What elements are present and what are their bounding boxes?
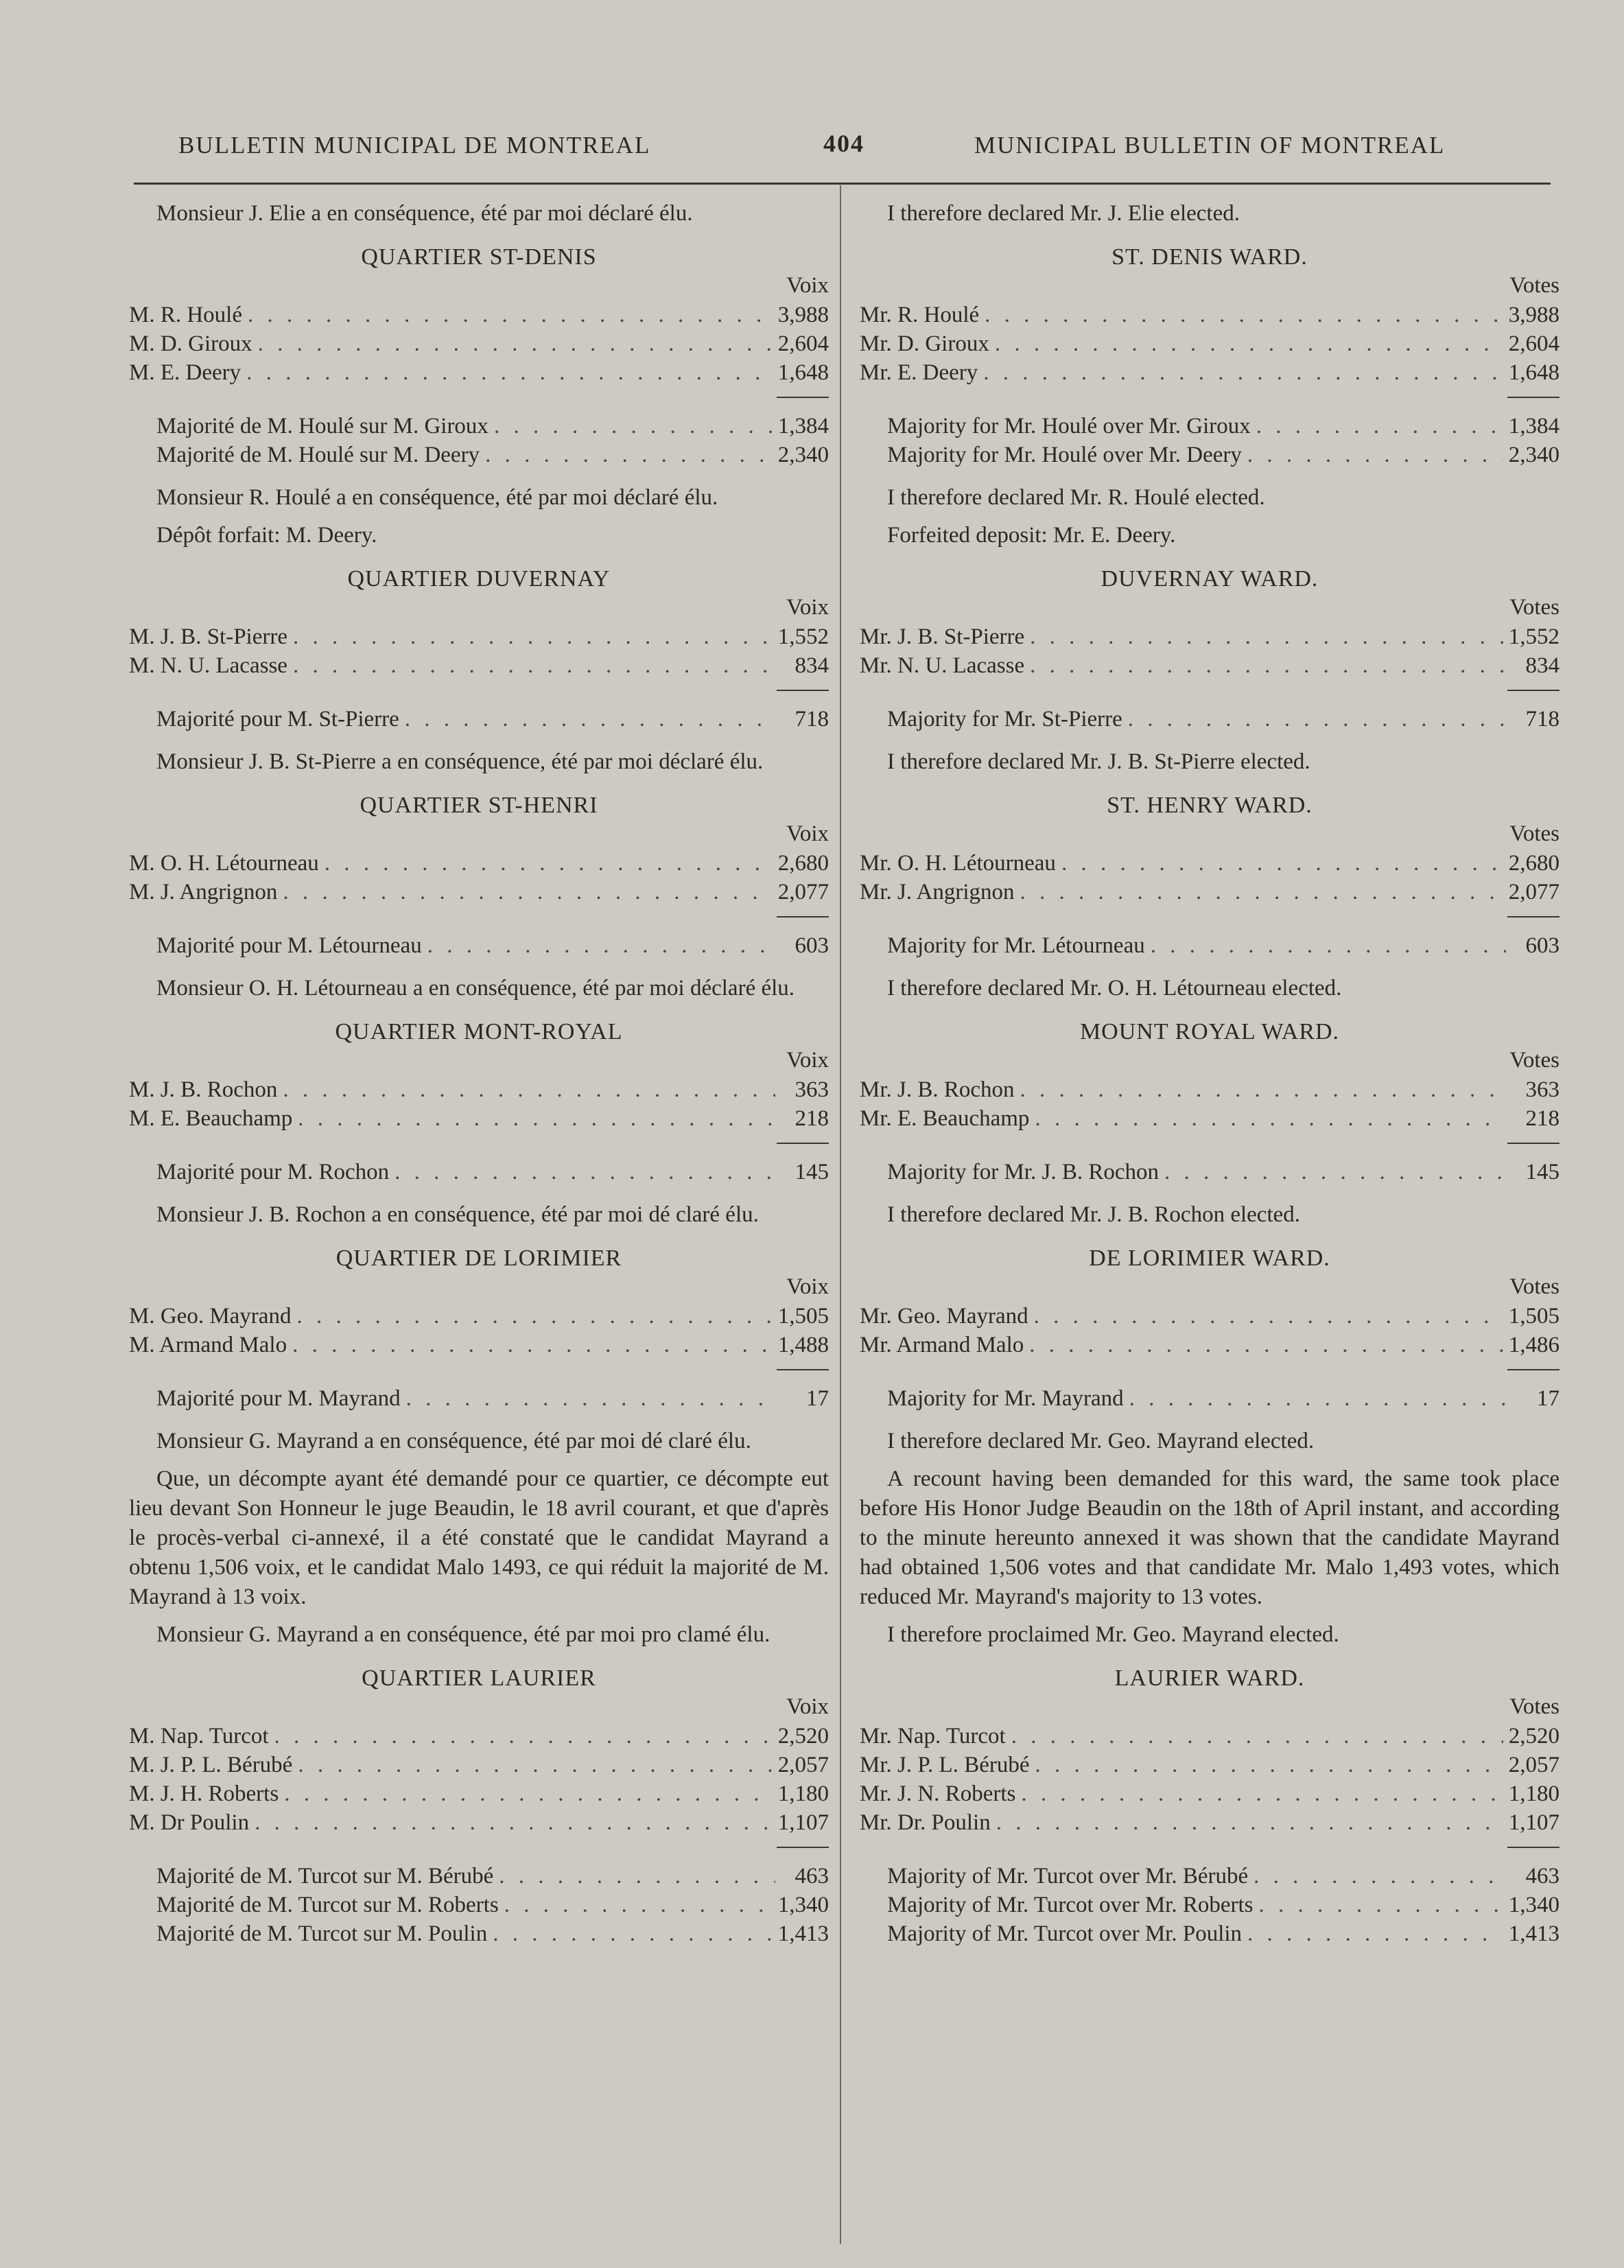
votes-header: Voix: [786, 595, 829, 620]
majority-row: [129, 1384, 829, 1413]
candidate-name: M. J. P. L. Bérubé: [129, 1753, 293, 1777]
candidate-name: M. J. H. Roberts: [129, 1781, 279, 1806]
candidate-row: [129, 622, 829, 651]
majority-label: Majorité pour M. Mayrand: [156, 1386, 401, 1411]
candidate-name: Mr. Dr. Poulin: [860, 1810, 991, 1835]
candidate-row: [860, 1075, 1560, 1104]
candidate-name: M. R. Houlé: [129, 303, 242, 327]
votes-header: Voix: [786, 273, 829, 298]
ward-title: LAURIER WARD.: [1114, 1665, 1305, 1691]
majority-value: 718: [795, 707, 829, 732]
candidate-votes: 3,988: [777, 303, 829, 327]
dot-leader: [395, 1158, 775, 1186]
ward-title: MOUNT ROYAL WARD.: [1079, 1019, 1340, 1044]
candidate-name: M. Dr Poulin: [129, 1810, 250, 1835]
candidate-row: [860, 1808, 1560, 1837]
candidate-name: M. E. Deery: [129, 360, 242, 385]
majority-label: Majority for Mr. Létourneau: [887, 933, 1145, 958]
votes-header: Votes: [1509, 273, 1560, 298]
ward-title: QUARTIER ST-HENRI: [360, 793, 598, 818]
majority-value: 1,340: [1508, 1893, 1560, 1917]
dot-leader: [293, 651, 775, 680]
dot-leader: [1254, 1862, 1506, 1891]
candidate-name: Mr. E. Deery: [860, 360, 978, 385]
dot-leader: [325, 849, 773, 878]
majority-value: 17: [806, 1386, 829, 1411]
sum-rule: [1507, 916, 1560, 917]
header-title-french: BULLETIN MUNICIPAL DE MONTREAL: [178, 132, 651, 159]
candidate-votes: 2,520: [1508, 1724, 1560, 1749]
ward-title: QUARTIER DE LORIMIER: [336, 1246, 622, 1271]
candidate-row: [129, 1075, 829, 1104]
candidate-row: [129, 1722, 829, 1751]
majority-row: [860, 1384, 1560, 1413]
majority-row: [860, 705, 1560, 734]
majority-label: Majority for Mr. Mayrand: [887, 1386, 1124, 1411]
majority-label: Majorité pour M. Rochon: [156, 1160, 390, 1184]
dot-leader: [1021, 1779, 1503, 1808]
majority-row: [129, 1158, 829, 1186]
dot-leader: [996, 1808, 1503, 1837]
dot-leader: [283, 1075, 775, 1104]
majority-row: [129, 1891, 829, 1919]
header-title-english: MUNICIPAL BULLETIN OF MONTREAL: [974, 132, 1446, 159]
ward-section-st-denis: [860, 242, 1560, 550]
majority-row: [860, 1158, 1560, 1186]
candidate-row: [860, 1331, 1560, 1359]
dot-leader: [1011, 1722, 1503, 1751]
candidate-votes: 2,604: [1508, 331, 1560, 356]
majority-label: Majority of Mr. Turcot over Mr. Poulin: [887, 1921, 1243, 1946]
declaration: Monsieur J. B. St-Pierre a en conséquence, été par moi déclaré élu.: [156, 749, 764, 774]
recount-paragraph: A recount having been demanded for this ward, the same took place before His Honor Judge Beaudin on the 18th of April instant, and according to the minute hereunto annexed it was shown that the candidate Mayrand had obtained 1,506 votes and that candidate Mr. Malo 1,493 votes, which reduced Mr. Mayrand's majority to 13 votes.: [860, 1466, 1560, 1609]
candidate-row: [129, 1104, 829, 1133]
candidate-name: Mr. J. Angrignon: [860, 880, 1015, 904]
declaration: I therefore declared Mr. Geo. Mayrand elected.: [887, 1429, 1315, 1453]
majority-label: Majority for Mr. J. B. Rochon: [887, 1160, 1159, 1184]
majority-value: 603: [795, 933, 829, 958]
candidate-votes: 2,680: [777, 851, 829, 876]
sum-rule: [1507, 397, 1560, 398]
majority-label: Majorité pour M. St-Pierre: [156, 707, 399, 732]
column-divider: [840, 185, 841, 2244]
proclamation: I therefore proclaimed Mr. Geo. Mayrand elected.: [887, 1622, 1339, 1647]
page-header: [130, 129, 1551, 167]
majority-label: Majorité de M. Houlé sur M. Giroux: [156, 414, 489, 439]
dot-leader: [298, 1104, 775, 1133]
candidate-row: [860, 1779, 1560, 1808]
ward-section-mont-royal: [129, 1017, 829, 1230]
candidate-row: [129, 301, 829, 329]
declaration: Monsieur J. B. Rochon a en conséquence, été par moi dé claré élu.: [156, 1202, 759, 1227]
votes-header: Votes: [1509, 1694, 1560, 1719]
forfeited-deposit: Dépôt forfait: M. Deery.: [156, 523, 377, 548]
dot-leader: [298, 1751, 772, 1779]
proclamation: Monsieur G. Mayrand a en conséquence, été par moi pro clamé élu.: [156, 1622, 770, 1647]
dot-leader: [246, 358, 773, 387]
candidate-votes: 834: [1525, 653, 1560, 678]
sum-rule: [1507, 690, 1560, 691]
majority-label: Majorité de M. Turcot sur M. Bérubé: [156, 1864, 494, 1889]
ward-section-laurier: [860, 1663, 1560, 1948]
candidate-votes: 2,057: [777, 1753, 829, 1777]
candidate-row: [129, 1331, 829, 1359]
candidate-name: Mr. J. B. Rochon: [860, 1077, 1015, 1102]
majority-value: 718: [1525, 707, 1560, 732]
dot-leader: [258, 329, 773, 358]
candidate-name: Mr. E. Beauchamp: [860, 1106, 1030, 1131]
majority-label: Majorité de M. Houlé sur M. Deery: [156, 443, 480, 467]
candidate-votes: 1,648: [777, 360, 829, 385]
candidate-votes: 1,505: [1508, 1304, 1560, 1329]
candidate-row: [860, 1302, 1560, 1331]
majority-row: [860, 412, 1560, 441]
majority-row: [129, 705, 829, 734]
dot-leader: [494, 412, 773, 441]
sum-rule: [777, 1143, 829, 1144]
ward-section-laurier: [129, 1663, 829, 1948]
candidate-votes: 1,505: [777, 1304, 829, 1329]
dot-leader: [1020, 878, 1503, 907]
declaration: I therefore declared Mr. O. H. Létourneau elected.: [887, 976, 1342, 1001]
candidate-row: [860, 878, 1560, 907]
majority-value: 1,413: [1508, 1921, 1560, 1946]
dot-leader: [985, 301, 1503, 329]
votes-header: Votes: [1509, 1048, 1560, 1073]
candidate-votes: 2,520: [777, 1724, 829, 1749]
ward-title: DE LORIMIER WARD.: [1089, 1246, 1330, 1271]
candidate-name: M. Nap. Turcot: [129, 1724, 269, 1749]
sum-rule: [777, 1369, 829, 1370]
ward-section-st-denis: [129, 242, 829, 550]
majority-value: 1,384: [1508, 414, 1560, 439]
sum-rule: [777, 690, 829, 691]
candidate-votes: 1,180: [777, 1781, 829, 1806]
candidate-row: [129, 651, 829, 680]
majority-label: Majorité de M. Turcot sur M. Roberts: [156, 1893, 499, 1917]
candidate-votes: 1,486: [1508, 1333, 1560, 1357]
candidate-votes: 3,988: [1508, 303, 1560, 327]
candidate-votes: 218: [795, 1106, 829, 1131]
dot-leader: [405, 705, 775, 734]
candidate-row: [129, 329, 829, 358]
candidate-row: [129, 1751, 829, 1779]
candidate-votes: 2,604: [777, 331, 829, 356]
candidate-votes: 2,077: [1508, 880, 1560, 904]
candidate-row: [129, 358, 829, 387]
majority-row: [860, 1891, 1560, 1919]
dot-leader: [1020, 1075, 1506, 1104]
candidate-votes: 2,680: [1508, 851, 1560, 876]
votes-header: Votes: [1509, 595, 1560, 620]
candidate-name: M. Geo. Mayrand: [129, 1304, 292, 1329]
dot-leader: [1128, 705, 1506, 734]
majority-row: [860, 931, 1560, 960]
votes-header: Voix: [786, 1274, 829, 1299]
votes-header: Votes: [1509, 1274, 1560, 1299]
declaration: Monsieur R. Houlé a en conséquence, été par moi déclaré élu.: [156, 485, 718, 510]
sum-rule: [1507, 1847, 1560, 1848]
ward-section-st-henri: [129, 791, 829, 1003]
candidate-name: M. O. H. Létourneau: [129, 851, 319, 876]
majority-row: [129, 1862, 829, 1891]
dot-leader: [1164, 1158, 1506, 1186]
dot-leader: [1247, 441, 1503, 469]
dot-leader: [427, 931, 775, 960]
ward-title: ST. HENRY WARD.: [1107, 793, 1313, 818]
candidate-name: Mr. D. Giroux: [860, 331, 989, 356]
candidate-name: Mr. J. P. L. Bérubé: [860, 1753, 1030, 1777]
dot-leader: [248, 301, 773, 329]
ward-title: QUARTIER ST-DENIS: [361, 244, 597, 270]
french-column: [129, 199, 829, 1948]
candidate-row: [129, 849, 829, 878]
candidate-name: M. Armand Malo: [129, 1333, 287, 1357]
dot-leader: [283, 878, 772, 907]
candidate-row: [860, 329, 1560, 358]
majority-row: [129, 412, 829, 441]
candidate-row: [860, 1104, 1560, 1133]
sum-rule: [1507, 1143, 1560, 1144]
majority-value: 463: [795, 1864, 829, 1889]
sum-rule: [777, 397, 829, 398]
dot-leader: [292, 1331, 773, 1359]
majority-label: Majority for Mr. Houlé over Mr. Giroux: [887, 414, 1251, 439]
sum-rule: [777, 1847, 829, 1848]
majority-label: Majorité pour M. Létourneau: [156, 933, 422, 958]
page-number: 404: [823, 130, 864, 157]
dot-leader: [1035, 1751, 1503, 1779]
majority-label: Majority of Mr. Turcot over Mr. Roberts: [887, 1893, 1254, 1917]
intro-paragraph: I therefore declared Mr. J. Elie elected.: [887, 201, 1240, 226]
majority-value: 2,340: [1508, 443, 1560, 467]
candidate-votes: 1,552: [777, 624, 829, 649]
candidate-votes: 363: [1525, 1077, 1560, 1102]
dot-leader: [1030, 622, 1503, 651]
dot-leader: [1030, 651, 1506, 680]
dot-leader: [1259, 1891, 1503, 1919]
candidate-name: M. E. Beauchamp: [129, 1106, 293, 1131]
majority-row: [860, 1862, 1560, 1891]
dot-leader: [1129, 1384, 1506, 1413]
majority-row: [129, 931, 829, 960]
declaration: I therefore declared Mr. J. B. St-Pierre elected.: [887, 749, 1310, 774]
declaration: Monsieur G. Mayrand a en conséquence, été par moi dé claré élu.: [156, 1429, 751, 1453]
majority-value: 1,340: [777, 1893, 829, 1917]
dot-leader: [493, 1919, 773, 1948]
candidate-votes: 2,057: [1508, 1753, 1560, 1777]
majority-value: 145: [1525, 1160, 1560, 1184]
majority-value: 2,340: [777, 443, 829, 467]
forfeited-deposit: Forfeited deposit: Mr. E. Deery.: [887, 523, 1176, 548]
candidate-row: [860, 1751, 1560, 1779]
dot-leader: [293, 622, 773, 651]
candidate-name: M. J. B. Rochon: [129, 1077, 278, 1102]
candidate-name: Mr. J. N. Roberts: [860, 1781, 1016, 1806]
dot-leader: [1029, 1331, 1503, 1359]
dot-leader: [983, 358, 1503, 387]
candidate-name: M. N. U. Lacasse: [129, 653, 287, 678]
majority-value: 1,413: [777, 1921, 829, 1946]
dot-leader: [274, 1722, 773, 1751]
candidate-name: Mr. O. H. Létourneau: [860, 851, 1056, 876]
candidate-row: [129, 1302, 829, 1331]
candidate-votes: 1,180: [1508, 1781, 1560, 1806]
candidate-votes: 1,488: [777, 1333, 829, 1357]
dot-leader: [499, 1862, 775, 1891]
dot-leader: [296, 1302, 772, 1331]
ward-section-de-lorimier: [129, 1243, 829, 1650]
votes-header: Voix: [786, 1694, 829, 1719]
ward-section-st-henry: [860, 791, 1560, 1003]
majority-value: 17: [1537, 1386, 1560, 1411]
majority-label: Majority for Mr. Houlé over Mr. Deery: [887, 443, 1242, 467]
majority-row: [860, 1919, 1560, 1948]
candidate-name: M. J. Angrignon: [129, 880, 278, 904]
candidate-votes: 1,648: [1508, 360, 1560, 385]
majority-row: [129, 1919, 829, 1948]
ward-section-duvernay: [860, 564, 1560, 777]
dot-leader: [1035, 1104, 1506, 1133]
votes-header: Voix: [786, 821, 829, 846]
majority-row: [129, 441, 829, 469]
candidate-row: [860, 301, 1560, 329]
majority-label: Majorité de M. Turcot sur M. Poulin: [156, 1921, 488, 1946]
candidate-name: Mr. Armand Malo: [860, 1333, 1024, 1357]
candidate-votes: 218: [1525, 1106, 1560, 1131]
candidate-row: [860, 651, 1560, 680]
declaration: I therefore declared Mr. R. Houlé elected.: [887, 485, 1265, 510]
ward-section-duvernay: [129, 564, 829, 777]
candidate-votes: 2,077: [777, 880, 829, 904]
candidate-row: [129, 1779, 829, 1808]
ward-title: QUARTIER LAURIER: [362, 1665, 596, 1691]
dot-leader: [995, 329, 1503, 358]
candidate-row: [860, 358, 1560, 387]
candidate-votes: 1,107: [777, 1810, 829, 1835]
candidate-name: Mr. Nap. Turcot: [860, 1724, 1006, 1749]
dot-leader: [1151, 931, 1506, 960]
ward-title: QUARTIER DUVERNAY: [347, 566, 611, 592]
candidate-row: [860, 1722, 1560, 1751]
majority-value: 463: [1525, 1864, 1560, 1889]
sum-rule: [1507, 1369, 1560, 1370]
majority-row: [860, 441, 1560, 469]
majority-value: 145: [795, 1160, 829, 1184]
ward-section-de-lorimier: [860, 1243, 1560, 1650]
majority-label: Majority of Mr. Turcot over Mr. Bérubé: [887, 1864, 1249, 1889]
majority-value: 603: [1525, 933, 1560, 958]
dot-leader: [1256, 412, 1503, 441]
header-rule: [134, 183, 1551, 185]
dot-leader: [406, 1384, 775, 1413]
intro-paragraph: Monsieur J. Elie a en conséquence, été par moi déclaré élu.: [156, 201, 693, 226]
ward-title: QUARTIER MONT-ROYAL: [335, 1019, 623, 1044]
majority-value: 1,384: [777, 414, 829, 439]
candidate-row: [129, 878, 829, 907]
declaration: I therefore declared Mr. J. B. Rochon elected.: [887, 1202, 1301, 1227]
candidate-votes: 834: [795, 653, 829, 678]
english-column: [860, 199, 1560, 1948]
ward-title: DUVERNAY WARD.: [1101, 566, 1319, 592]
candidate-votes: 363: [795, 1077, 829, 1102]
dot-leader: [255, 1808, 773, 1837]
candidate-row: [129, 1808, 829, 1837]
dot-leader: [504, 1891, 773, 1919]
candidate-name: M. D. Giroux: [129, 331, 252, 356]
candidate-row: [860, 622, 1560, 651]
candidate-votes: 1,107: [1508, 1810, 1560, 1835]
ward-section-mount-royal: [860, 1017, 1560, 1230]
dot-leader: [284, 1779, 773, 1808]
dot-leader: [1034, 1302, 1503, 1331]
candidate-votes: 1,552: [1508, 624, 1560, 649]
dot-leader: [1247, 1919, 1503, 1948]
candidate-name: Mr. Geo. Mayrand: [860, 1304, 1028, 1329]
candidate-name: Mr. N. U. Lacasse: [860, 653, 1025, 678]
candidate-name: Mr. J. B. St-Pierre: [860, 624, 1025, 649]
sum-rule: [777, 916, 829, 917]
ward-title: ST. DENIS WARD.: [1111, 244, 1308, 270]
votes-header: Voix: [786, 1048, 829, 1073]
recount-paragraph: Que, un décompte ayant été demandé pour ce quartier, ce décompte eut lieu devant Son Honneur le juge Beaudin, le 18 avril courant, et que d'après le procès-verbal ci-annexé, il a été constaté que le candidat Mayrand a obtenu 1,506 voix, et le candidat Malo 1493, ce qui réduit la majorité de M. Mayrand à 13 voix.: [129, 1466, 829, 1609]
dot-leader: [1061, 849, 1503, 878]
candidate-name: Mr. R. Houlé: [860, 303, 980, 327]
candidate-row: [860, 849, 1560, 878]
candidate-name: M. J. B. St-Pierre: [129, 624, 287, 649]
votes-header: Votes: [1509, 821, 1560, 846]
majority-label: Majority for Mr. St-Pierre: [887, 707, 1122, 732]
declaration: Monsieur O. H. Létourneau a en conséquence, été par moi déclaré élu.: [156, 976, 795, 1001]
dot-leader: [485, 441, 773, 469]
